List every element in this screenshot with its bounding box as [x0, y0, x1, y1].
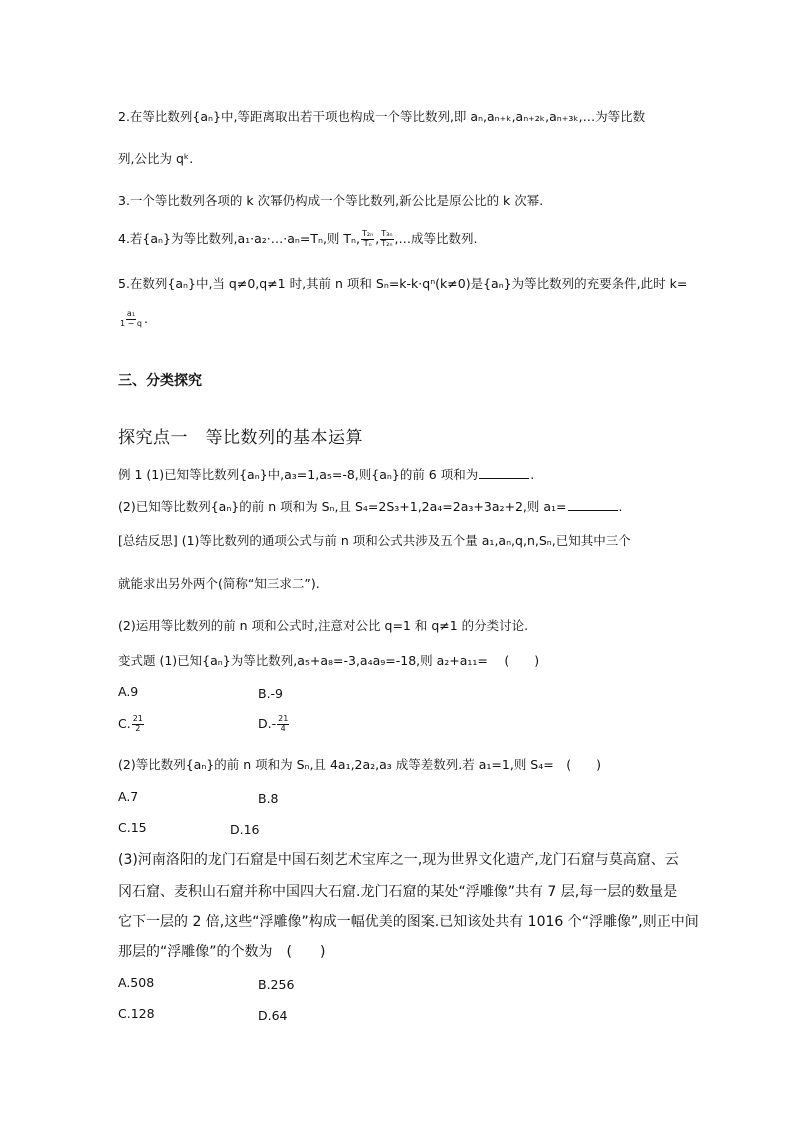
fraction-t3n-t2n: $\frac{\text{T₃ₙ}}{\text{T₂ₙ}}$: [381, 229, 393, 248]
summary-line-1: [总结反思] (1)等比数列的通项公式与前 n 项和公式共涉及五个量 a₁,aₙ,q,n,Sₙ,已知其中三个: [118, 533, 631, 548]
property-2-line-2: 列,公比为 qᵏ.: [118, 151, 194, 166]
answer-blank: [479, 467, 529, 479]
property-4-text: 4.若{aₙ}为等比数列,a₁·a₂·…·aₙ=Tₙ,则 Tₙ,: [118, 230, 360, 246]
q2-option-a: A.7: [118, 789, 139, 804]
fraction-21-over-2: $\frac{21}{2}$: [132, 714, 143, 733]
summary-line-3: (2)运用等比数列的前 n 项和公式时,注意对公比 q=1 和 q≠1 的分类讨论.: [118, 618, 529, 633]
section-heading: 三、分类探究: [118, 373, 202, 389]
variant-question-3-line-4: 那层的“浮雕像”的个数为 ( ): [118, 944, 326, 960]
q3-option-a: A.508: [118, 975, 155, 990]
q1-option-b: B.-9: [258, 686, 284, 701]
property-3: 3.一个等比数列各项的 k 次幂仍构成一个等比数列,新公比是原公比的 k 次幂.: [118, 193, 544, 208]
fraction-21-over-4: $\frac{21}{4}$: [278, 714, 289, 733]
q1-option-d: D.- $\frac{21}{4}$: [258, 714, 289, 733]
topic-heading: 探究点一 等比数列的基本运算: [118, 428, 363, 448]
q3-option-c: C.128: [118, 1006, 155, 1021]
variant-question-1: 变式题 (1)已知{aₙ}为等比数列,a₅+a₈=-3,a₄a₉=-18,则 a₂+a₁₁= ( ): [118, 653, 540, 668]
fraction-t2n-tn: $\frac{\text{T₂ₙ}}{\text{Tₙ}}$: [361, 229, 374, 248]
variant-question-3-line-2: 冈石窟、麦积山石窟并称中国四大石窟.龙门石窟的某处“浮雕像”共有 7 层,每一层的数量是: [118, 884, 678, 900]
property-2-line-1: 2.在等比数列{aₙ}中,等距离取出若干项也构成一个等比数列,即 aₙ,aₙ₊ₖ,aₙ₊₂ₖ,aₙ₊₃ₖ,…为等比数: [118, 109, 646, 124]
property-4-tail: ,…成等比数列.: [394, 230, 478, 246]
q3-option-b: B.256: [258, 977, 295, 992]
example-1-part-2: (2)已知等比数列{aₙ}的前 n 项和为 Sₙ,且 S₄=2S₃+1,2a₄=2a₃+3a₂+2,则 a₁= .: [118, 499, 623, 514]
variant-question-2: (2)等比数列{aₙ}的前 n 项和为 Sₙ,且 4a₁,2a₂,a₃ 成等差数列.若 a₁=1,则 S₄= ( ): [118, 757, 601, 772]
summary-line-2: 就能求出另外两个(简称“知三求二”).: [118, 576, 320, 591]
fraction-a1-over-1-minus-q: $\frac{\text{a₁}}{1 - q}$: [120, 309, 142, 328]
variant-question-3-line-3: 它下一层的 2 倍,这些“浮雕像”构成一幅优美的图案.已知该处共有 1016 个“浮雕像”,则正中间: [118, 914, 699, 930]
q3-option-d: D.64: [258, 1008, 288, 1023]
answer-blank: [568, 499, 618, 511]
property-5: 5.在数列{aₙ}中,当 q≠0,q≠1 时,其前 n 项和 Sₙ=k-k·qⁿ(k≠0)是{aₙ}为等比数列的充要条件,此时 k=: [118, 276, 688, 291]
q2-option-d: D.16: [230, 822, 260, 837]
q1-option-c: C. $\frac{21}{2}$: [118, 714, 143, 733]
example-1-part-1: 例 1 (1)已知等比数列{aₙ}中,a₃=1,a₅=-8,则{aₙ}的前 6 项和为 .: [118, 467, 535, 482]
q2-option-c: C.15: [118, 820, 147, 835]
property-5-k-value: $\frac{\text{a₁}}{1 - q}$ .: [120, 309, 148, 328]
property-4: 4.若{aₙ}为等比数列,a₁·a₂·…·aₙ=Tₙ,则 Tₙ, $\frac{\text{T₂ₙ}}{\text{Tₙ}}$ , $\frac{\text{T₃ₙ}}{\text{T₂ₙ}}$ ,…成等比数列.: [118, 229, 478, 248]
q2-option-b: B.8: [258, 791, 279, 806]
q1-option-a: A.9: [118, 684, 139, 699]
variant-question-3-line-1: (3)河南洛阳的龙门石窟是中国石刻艺术宝库之一,现为世界文化遗产,龙门石窟与莫高窟、云: [118, 852, 679, 868]
